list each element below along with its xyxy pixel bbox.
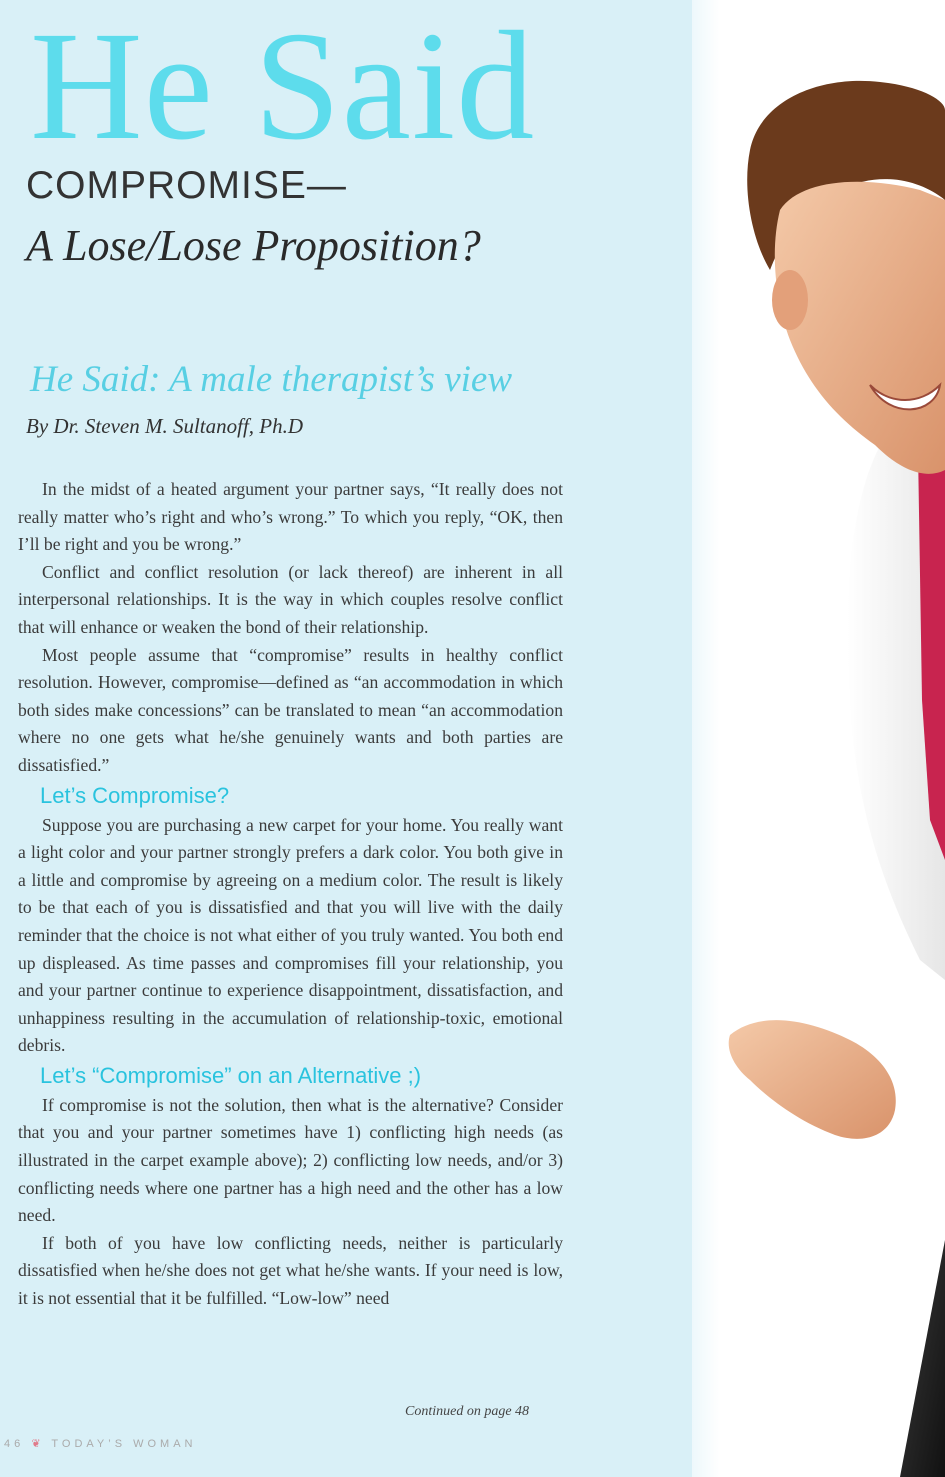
hand-shape [729, 1020, 896, 1139]
subheading-compromise: Let’s Compromise? [40, 782, 230, 808]
man-photo [690, 0, 945, 1477]
paragraph: If compromise is not the solution, then what is the alternative? Consider that you and your partner sometimes have 1) conflicting high needs (as illustrated in the carpet example above); 2) conflicting low needs, and/or 3) conflicting needs where one partner has a high need and the other has a low need. [18, 1094, 563, 1226]
paragraph: Most people assume that “compromise” results in healthy conflict resolution. However, compromise—defined as “an accommodation in which both sides make concessions” can be translated to mean “an accommodation where no one gets what he/she genuinely wants and both parties are dissatisfied.” [18, 644, 563, 775]
face-shape [775, 182, 945, 474]
section-title: He Said: A male therapist’s view [30, 359, 512, 400]
paragraph: Suppose you are purchasing a new carpet for your home. You really want a light color and your partner strongly prefers a dark color. You both give in a little and compromise by agreeing on a medium color. The result is likely to be that each of you is dissatisfied and that you will live with the daily reminder that the choice is not what either of you truly wanted. You both end up displeased. As time passes and compromises fill your relationship, you and your partner continue to experience disappointment, dissatisfaction, and unhappiness resulting in the accumulation of relationship-toxic, emotional debris. [18, 814, 563, 1056]
article-body [18, 476, 563, 1313]
paragraph: Conflict and conflict resolution (or lack thereof) are inherent in all interpersonal relationships. It is the way in which couples resolve conflict that will enhance or weaken the bond of their relationship. [18, 561, 563, 637]
byline: By Dr. Steven M. Sultanoff, Ph.D [26, 414, 304, 438]
article-subtitle: A Lose/Lose Proposition? [26, 221, 481, 270]
kicker-heading: COMPROMISE— [26, 164, 347, 207]
suit-shape [900, 1240, 945, 1477]
magazine-name: TODAY’S WOMAN [51, 1438, 197, 1450]
paragraph: If both of you have low conflicting needs, neither is particularly dissatisfied when he/she does not get what he/she wants. If your need is low, it is not essential that it be fulfilled. “Low-low” need [18, 1232, 563, 1309]
paragraph: In the midst of a heated argument your partner says, “It really does not really matter who’s right and who’s wrong.” To which you reply, “OK, then I’ll be right and you be wrong.” [18, 479, 563, 555]
masthead-title: He Said [30, 0, 536, 172]
continued-note: Continued on page 48 [405, 1404, 530, 1419]
subheading-alternative: Let’s “Compromise” on an Alternative ;) [40, 1062, 422, 1088]
page-number: 46 [4, 1438, 25, 1450]
page-footer [4, 1437, 197, 1450]
ear-shape [772, 270, 808, 330]
separator-icon: ❦ [31, 1438, 45, 1450]
